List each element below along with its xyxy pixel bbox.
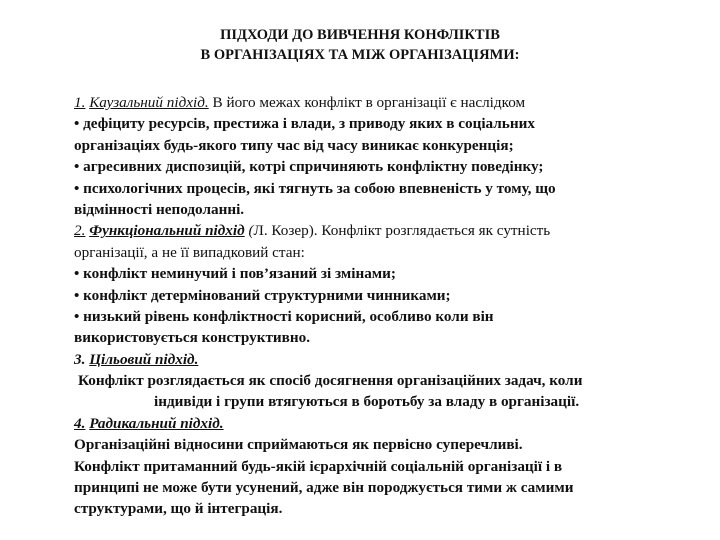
radical-text-line-2: Конфлікт притаманний будь-якій ієрархічній соціальній організації і в [74, 457, 563, 475]
functional-bullet-3-line-1: • низький рівень конфліктності корисний, особливо коли він [74, 307, 494, 325]
radical-text-line-4: структурами, що й інтеграція. [74, 500, 283, 518]
radical-number: 4. [74, 414, 86, 432]
functional-approach-name: Функціональний підхід [89, 222, 245, 240]
radical-text-line-1: Організаційні відносини сприймаються як первісно суперечливі. [74, 436, 523, 454]
functional-intro: Л. Козер). Конфлікт розглядається як сутність [253, 222, 551, 240]
functional-intro-line-2: організації, а не її випадковий стан: [74, 243, 305, 261]
causal-number: 1. [74, 94, 86, 111]
causal-bullet-3-line-2: відмінності неподоланні. [74, 200, 245, 218]
target-number: 3. [74, 350, 86, 368]
causal-intro: В його межах конфлікт в організації є наслідком [208, 94, 526, 111]
functional-heading-line [74, 220, 694, 241]
radical-heading-line [74, 413, 694, 434]
radical-approach-name: Радикальний підхід. [89, 414, 224, 432]
functional-bullet-3-line-2: використовується конструктивно. [74, 329, 311, 347]
causal-bullet-1-line-2: організаціях будь-якого типу час від часу виникає конкуренція; [74, 136, 514, 154]
title-line-2: В ОРГАНІЗАЦІЯХ ТА МІЖ ОРГАНІЗАЦІЯМИ: [200, 47, 520, 63]
functional-bullet-1: • конфлікт неминучий і пов’язаний зі змінами; [74, 265, 396, 283]
slide-body [74, 92, 694, 520]
target-heading-line [74, 349, 694, 370]
target-approach-name: Цільовий підхід. [89, 350, 199, 368]
causal-bullet-3-line-1: • психологічних процесів, які тягнуть за собою впевненість у тому, що [74, 179, 556, 197]
causal-bullet-2: • агресивних диспозицій, котрі спричиняють конфліктну поведінку; [74, 158, 544, 176]
radical-text-line-3: принципі не може бути усунений, адже він породжується тими ж самими [74, 479, 574, 497]
functional-intro-paren: ( [244, 222, 254, 240]
target-text-line-1: Конфлікт розглядається як спосіб досягнення організаційних задач, коли [78, 372, 583, 390]
causal-approach-name: Каузальний підхід. [89, 94, 209, 111]
causal-heading-line [74, 92, 694, 113]
functional-number: 2. [74, 222, 86, 240]
functional-bullet-2: • конфлікт детермінований структурними чинниками; [74, 286, 451, 304]
slide-title [0, 25, 720, 65]
title-line-1: ПІДХОДИ ДО ВИВЧЕННЯ КОНФЛІКТІВ [220, 27, 500, 43]
target-text-line-2: індивіди і групи втягуються в боротьбу за владу в організації. [154, 393, 580, 411]
causal-bullet-1-line-1: • дефіциту ресурсів, престижа і влади, з приводу яких в соціальних [74, 115, 535, 133]
